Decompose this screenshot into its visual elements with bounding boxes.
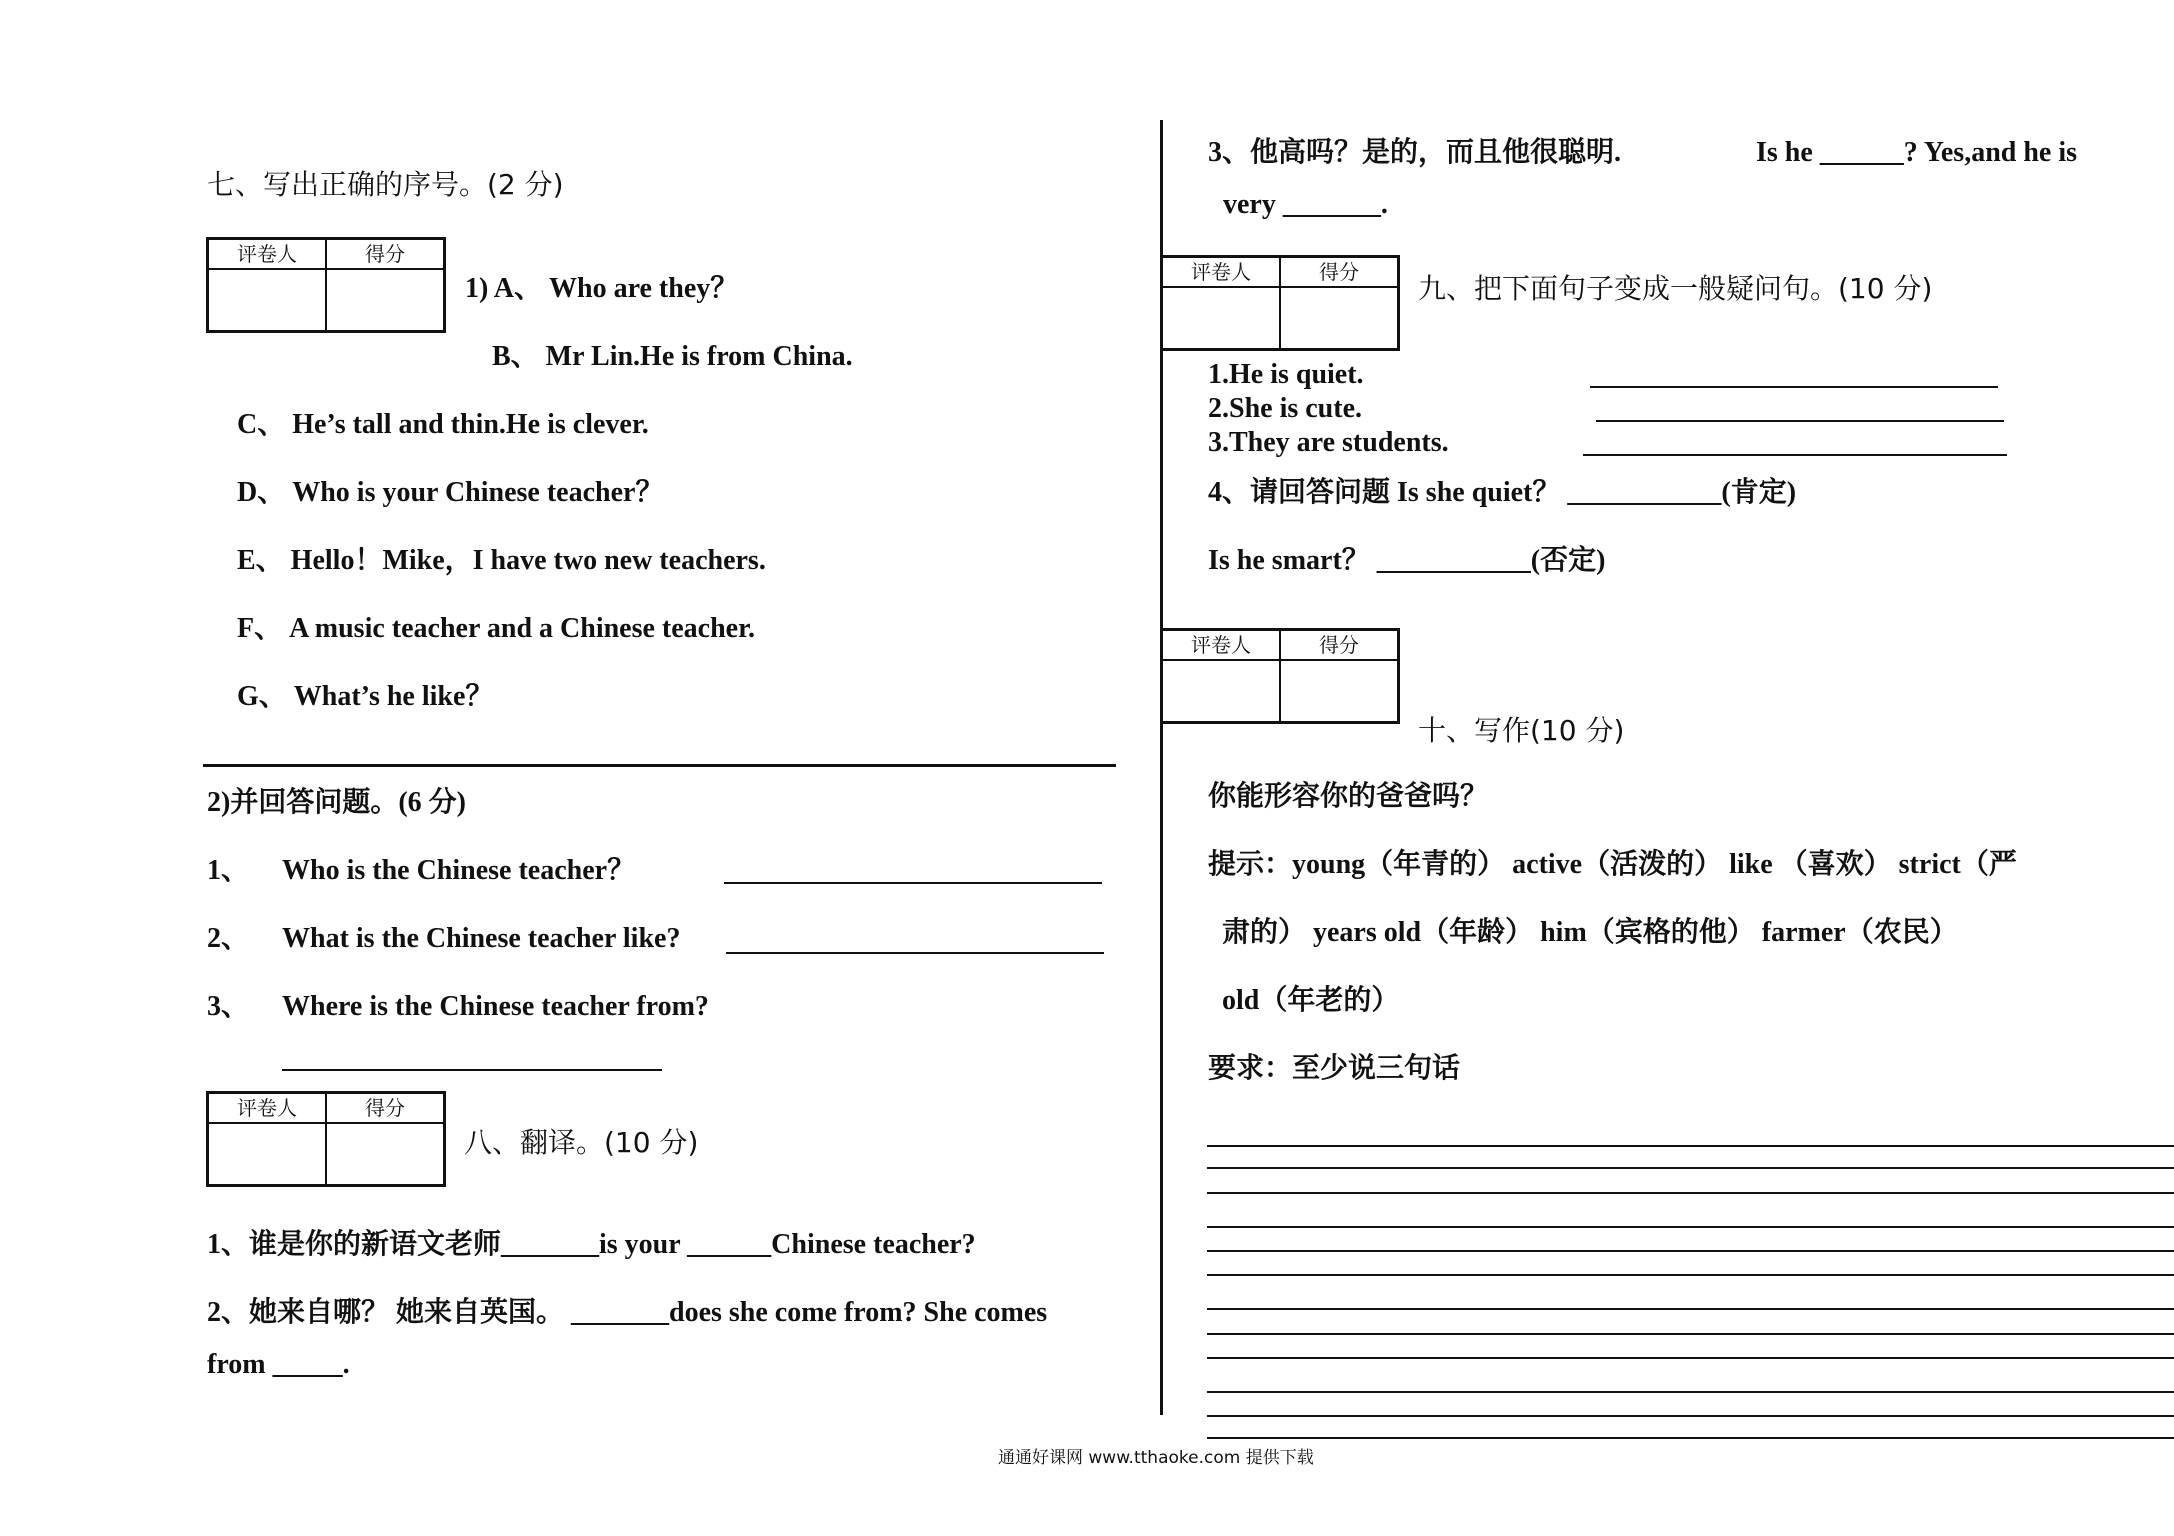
writing-line[interactable]	[1207, 1250, 2174, 1252]
footer-credit: 通通好课网 www.tthaoke.com 提供下载	[998, 1448, 1314, 1468]
answer-blank[interactable]	[1596, 420, 2004, 422]
match-item: D、 Who is your Chinese teacher？	[237, 477, 664, 508]
section-7-title: 七、写出正确的序号。(2 分)	[207, 168, 564, 201]
score-cell[interactable]	[327, 270, 443, 330]
grader-cell[interactable]	[1163, 288, 1281, 348]
question-text: Who is the Chinese teacher？	[282, 855, 636, 886]
score-cell[interactable]	[1281, 288, 1397, 348]
match-item: C、 He’s tall and thin.He is clever.	[237, 409, 649, 440]
section-10-title: 十、写作(10 分)	[1418, 714, 1625, 747]
score-cell[interactable]	[1281, 661, 1397, 721]
writing-prompt: 你能形容你的爸爸吗？	[1208, 781, 1489, 812]
grader-label: 评卷人	[209, 240, 327, 268]
score-label: 得分	[365, 242, 405, 266]
answer-blank[interactable]	[1583, 454, 2007, 456]
section-9-title: 九、把下面句子变成一般疑问句。(10 分)	[1418, 272, 1933, 305]
writing-line[interactable]	[1207, 1167, 2174, 1169]
writing-line[interactable]	[1207, 1308, 2174, 1310]
score-box	[1160, 255, 1400, 351]
answer-blank[interactable]	[726, 952, 1104, 954]
grader-cell[interactable]	[209, 270, 327, 330]
translation-q1: 1、谁是你的新语文老师_______is your ______Chinese teacher?	[207, 1229, 976, 1260]
question-text: What is the Chinese teacher like?	[282, 923, 681, 954]
writing-line[interactable]	[1207, 1437, 2174, 1439]
writing-line[interactable]	[1207, 1192, 2174, 1194]
translation-q2: 2、她来自哪？ 她来自英国。 _______does she come from? She comes	[207, 1297, 1048, 1328]
question-5: Is he smart？ ___________(否定)	[1208, 545, 1606, 576]
translation-q2-cont: from _____.	[207, 1349, 350, 1380]
writing-line[interactable]	[1207, 1415, 2174, 1417]
score-box	[206, 1091, 446, 1187]
score-cell[interactable]	[327, 1124, 443, 1184]
section-8-title: 八、翻译。(10 分)	[464, 1126, 699, 1159]
grader-label: 评卷人	[1163, 631, 1281, 659]
grader-label: 评卷人	[1163, 258, 1281, 286]
writing-requirement: 要求：至少说三句话	[1208, 1053, 1461, 1084]
translation-q3: 3、他高吗？是的，而且他很聪明.	[1208, 137, 1622, 168]
writing-line[interactable]	[1207, 1357, 2174, 1359]
translation-q3-answer: Is he ______? Yes,and he is	[1756, 137, 2078, 168]
score-label: 得分	[1319, 633, 1359, 657]
match-item: G、 What’s he like？	[237, 681, 494, 712]
score-box	[1160, 628, 1400, 724]
question-4: 4、请回答问题 Is she quiet？ ___________(肯定)	[1208, 477, 1797, 508]
question-num: 1、	[207, 855, 250, 886]
question-num: 2、	[207, 923, 250, 954]
match-item: 1) A、 Who are they？	[465, 273, 739, 304]
question-num: 3、	[207, 991, 250, 1022]
match-item: E、 Hello！Mike，I have two new teachers.	[237, 545, 766, 576]
grader-cell[interactable]	[209, 1124, 327, 1184]
writing-line[interactable]	[1207, 1391, 2174, 1393]
score-label: 得分	[365, 1096, 405, 1120]
sentence-item: 1.He is quiet.	[1208, 359, 1364, 390]
writing-hint: 提示：young（年青的） active（活泼的） like （喜欢） strict（严	[1208, 849, 2017, 880]
writing-line[interactable]	[1207, 1274, 2174, 1276]
writing-hint: 肃的） years old（年龄） him（宾格的他） farmer（农民）	[1222, 917, 1958, 948]
writing-hint: old（年老的）	[1222, 985, 1400, 1016]
sentence-item: 3.They are students.	[1208, 427, 1449, 458]
writing-line[interactable]	[1207, 1333, 2174, 1335]
section-7b-title: 2)并回答问题。(6 分)	[207, 787, 466, 818]
sentence-item: 2.She is cute.	[1208, 393, 1362, 424]
grader-label: 评卷人	[209, 1094, 327, 1122]
answer-blank[interactable]	[282, 1069, 662, 1071]
translation-q3-cont: very _______.	[1223, 189, 1388, 220]
answer-blank[interactable]	[1590, 386, 1998, 388]
writing-line[interactable]	[1207, 1226, 2174, 1228]
answer-blank[interactable]	[724, 882, 1102, 884]
score-box	[206, 237, 446, 333]
section-divider	[203, 764, 1116, 767]
match-item: F、 A music teacher and a Chinese teacher.	[237, 613, 755, 644]
question-text: Where is the Chinese teacher from?	[282, 991, 709, 1022]
match-item: B、 Mr Lin.He is from China.	[492, 341, 853, 372]
grader-cell[interactable]	[1163, 661, 1281, 721]
score-label: 得分	[1319, 260, 1359, 284]
writing-line[interactable]	[1207, 1145, 2174, 1147]
